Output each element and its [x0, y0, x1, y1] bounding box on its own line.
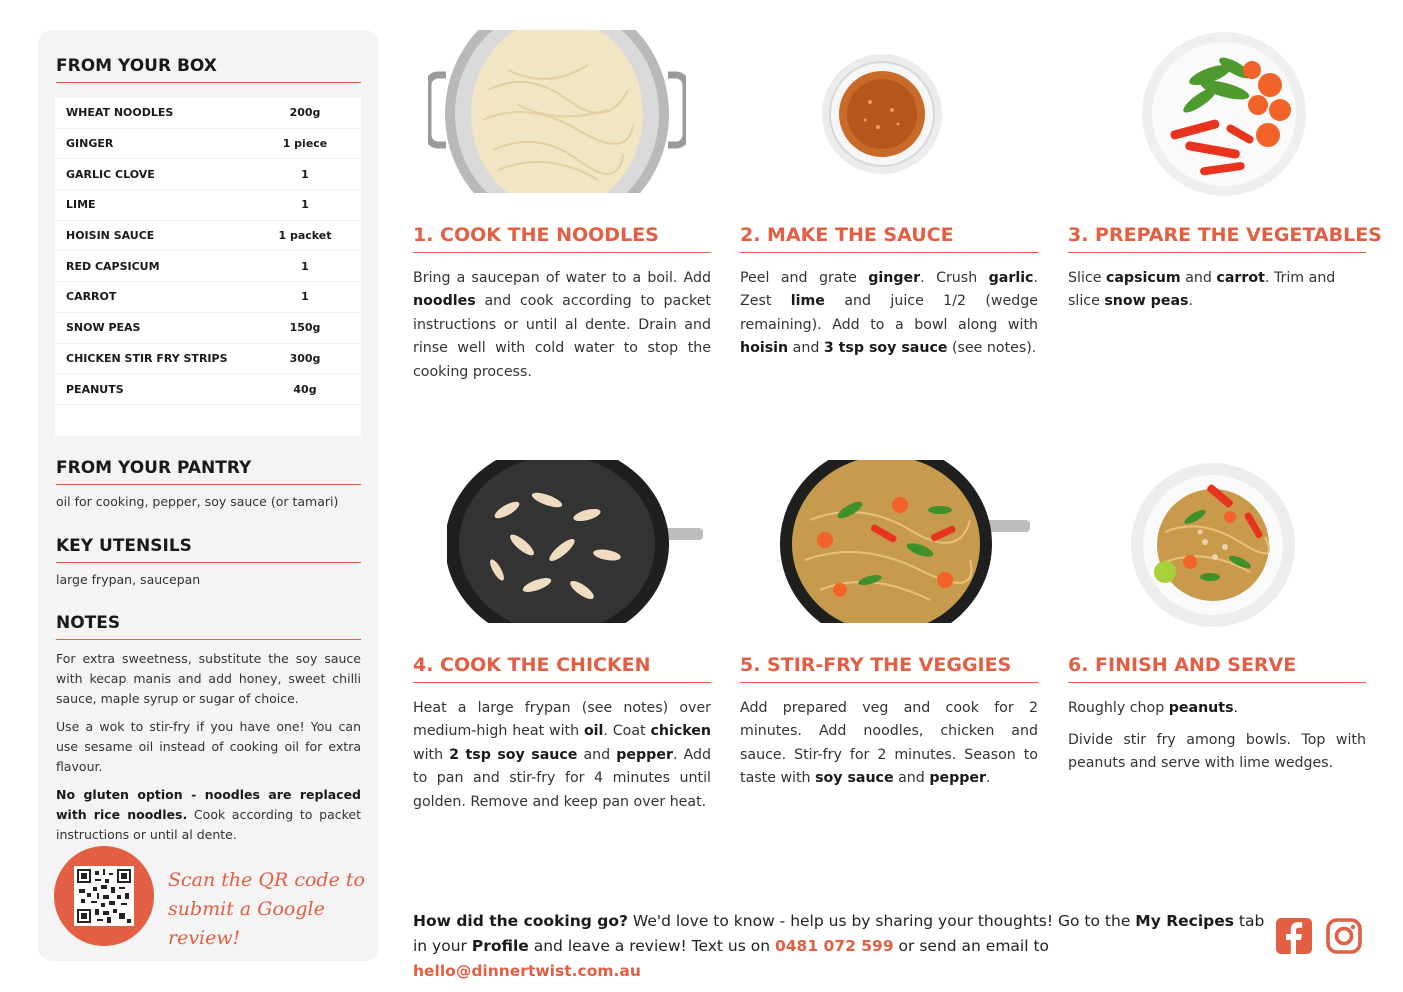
qr-caption-line: submit a Google review! [168, 898, 325, 949]
pantry-title: FROM YOUR PANTRY [56, 458, 361, 485]
note-bold: No gluten option - noodles are replaced with rice noodles. [56, 787, 361, 822]
step-ingredient: carrot [1216, 270, 1265, 286]
ingredient-name: RED CAPSICUM [66, 259, 160, 273]
ingredient-name: PEANUTS [66, 382, 124, 396]
step-ingredient: 2 tsp soy sauce [449, 746, 578, 763]
note-text: Cook according to packet instructions or until al dente. [56, 807, 361, 842]
sauce-bowl-image [820, 52, 944, 176]
notes-title: NOTES [56, 613, 361, 640]
step-ingredient: hoisin [740, 340, 789, 357]
step-text-part: . Zest [740, 270, 1038, 310]
qr-caption [168, 866, 368, 953]
ingredient-row [55, 159, 361, 190]
phone-link[interactable]: 0481 072 599 [774, 937, 894, 955]
ingredient-name: WHEAT NOODLES [66, 106, 174, 120]
ingredient-name: GINGER [66, 137, 114, 151]
sidebar [38, 30, 379, 961]
qr-caption-line: Scan the QR code to [168, 869, 365, 891]
step-ingredient: chicken [650, 723, 712, 740]
step-ingredient: pepper [616, 746, 673, 763]
utensils-title: KEY UTENSILS [56, 536, 361, 563]
note-paragraph: For extra sweetness, substitute the soy sauce with kecap manis and add honey, sweet chilli sauce, maple syrup or sugar of choice. [56, 651, 361, 706]
ingredient-name: SNOW PEAS [66, 321, 141, 335]
step-text [413, 267, 711, 384]
ingredient-row [55, 98, 361, 129]
pantry-text: oil for cooking, pepper, soy sauce (or tamari) [56, 494, 339, 509]
step-text-part: . [1233, 700, 1239, 716]
vegetables-plate-image [1140, 30, 1308, 198]
step-text [413, 697, 711, 814]
step-text [1068, 697, 1366, 720]
step-text-part: and [1180, 270, 1217, 286]
ingredient-row [55, 129, 361, 160]
ingredient-qty: 200g [289, 106, 321, 120]
ingredient-qty: 40g [293, 382, 317, 396]
ingredient-name: CARROT [66, 290, 117, 304]
ingredient-row [55, 374, 361, 405]
step-ingredient: oil [583, 723, 604, 740]
ingredients-table [55, 98, 361, 436]
ingredient-row [55, 251, 361, 282]
ingredient-name: CHICKEN STIR FRY STRIPS [66, 351, 228, 365]
ingredient-name: HOISIN SAUCE [66, 229, 155, 243]
step-title: 6. FINISH AND SERVE [1068, 654, 1366, 683]
step-ingredient: snow peas [1104, 293, 1189, 310]
qr-code-icon[interactable] [74, 866, 134, 926]
step-text-part: Peel and grate [740, 270, 869, 286]
step-text-part: and [893, 770, 930, 787]
step-text-part: Heat a large frypan (see notes) over medium-high heat with [413, 700, 711, 740]
step-text-part: Slice [1068, 270, 1106, 286]
step-text-part: . Trim and slice [1068, 270, 1336, 310]
noodles-pot-image [428, 30, 686, 198]
ingredient-qty: 300g [289, 351, 321, 365]
step-title: 2. MAKE THE SAUCE [740, 224, 1038, 253]
step-ingredient: soy sauce [815, 770, 894, 787]
step-text-part: . [986, 770, 991, 787]
step-text: Divide stir fry among bowls. Top with peanuts and serve with lime wedges. [1068, 732, 1366, 772]
utensils-text: large frypan, saucepan [56, 572, 201, 587]
instagram-icon[interactable] [1326, 918, 1362, 954]
ingredient-name: LIME [66, 198, 96, 212]
step-text-part: and juice 1/2 (wedge remaining). Add to a bowl along with [740, 293, 1039, 333]
ingredient-qty: 1 piece [282, 137, 328, 151]
step-ingredient: noodles [413, 293, 476, 310]
step-text-part: (see notes). [947, 340, 1037, 357]
step-ingredient: capsicum [1105, 270, 1181, 286]
step-ingredient: peanuts [1168, 700, 1234, 716]
note-paragraph: Use a wok to stir-fry if you have one! You can use sesame oil instead of cooking oil for extra flavour. [56, 719, 361, 774]
footer-question: How did the cooking go? [413, 912, 628, 930]
step-title: 4. COOK THE CHICKEN [413, 654, 711, 683]
step-text-part: and [788, 340, 824, 357]
ingredient-row [55, 190, 361, 221]
qr-badge [54, 846, 154, 946]
from-your-box-title: FROM YOUR BOX [56, 56, 361, 83]
step-text-part: . Coat [603, 723, 651, 740]
step-text-part: with [413, 746, 450, 763]
step-text-part: . Crush [920, 270, 989, 286]
step-text-part: . Add to pan and stir-fry for 4 minutes until golden. Remove and keep pan over heat. [413, 746, 711, 810]
step-text-part: . [1188, 293, 1193, 310]
footer-text: or send an email to [893, 937, 1050, 955]
email-link[interactable]: hello@dinnertwist.com.au [413, 962, 641, 980]
ingredient-row [55, 221, 361, 252]
footer-bold: My Recipes [1135, 912, 1234, 930]
chicken-frypan-image [447, 460, 703, 628]
step-text [740, 697, 1038, 791]
step-text-part: and cook according to packet instructions or until al dente. Drain and rinse well with cold water to stop the cooking process. [413, 293, 711, 380]
ingredient-name: GARLIC CLOVE [66, 167, 155, 181]
step-text-part: Roughly chop [1068, 700, 1169, 716]
facebook-icon[interactable] [1276, 918, 1312, 954]
step-title: 1. COOK THE NOODLES [413, 224, 711, 253]
step-ingredient: 3 tsp soy sauce [823, 340, 948, 357]
ingredient-qty: 1 [301, 198, 309, 212]
feedback-footer [413, 909, 1273, 984]
step-title: 5. STIR-FRY THE VEGGIES [740, 654, 1038, 683]
note-paragraph [56, 785, 361, 845]
ingredient-qty: 1 packet [278, 229, 332, 243]
step-text [740, 267, 1038, 361]
notes-body [56, 649, 361, 853]
step-text-part: Add prepared veg and cook for 2 minutes. Add noodles, chicken and sauce. Stir-fry for 2 minutes. Season to taste with [740, 700, 1038, 787]
footer-bold: Profile [471, 937, 529, 955]
ingredient-row [55, 344, 361, 375]
footer-text: tab in your [413, 912, 1265, 955]
step-ingredient: garlic [988, 270, 1034, 286]
ingredient-qty: 150g [289, 321, 321, 335]
ingredient-row [55, 282, 361, 313]
ingredient-qty: 1 [301, 167, 309, 181]
step-ingredient: lime [790, 293, 825, 310]
ingredient-qty: 1 [301, 290, 309, 304]
footer-text: and leave a review! Text us on [528, 937, 775, 955]
step-text [1068, 267, 1366, 314]
step-text-part: and [577, 746, 617, 763]
stir-fry-veggies-image [780, 460, 1030, 628]
step-title: 3. PREPARE THE VEGETABLES [1068, 224, 1366, 253]
finished-dish-image [1130, 462, 1296, 628]
footer-text: We'd love to know - help us by sharing your thoughts! Go to the [627, 912, 1136, 930]
step-ingredient: pepper [929, 770, 987, 787]
ingredient-row [55, 313, 361, 344]
step-ingredient: ginger [868, 270, 921, 286]
ingredient-qty: 1 [301, 259, 309, 273]
step-text-part: Bring a saucepan of water to a boil. Add [413, 270, 711, 286]
